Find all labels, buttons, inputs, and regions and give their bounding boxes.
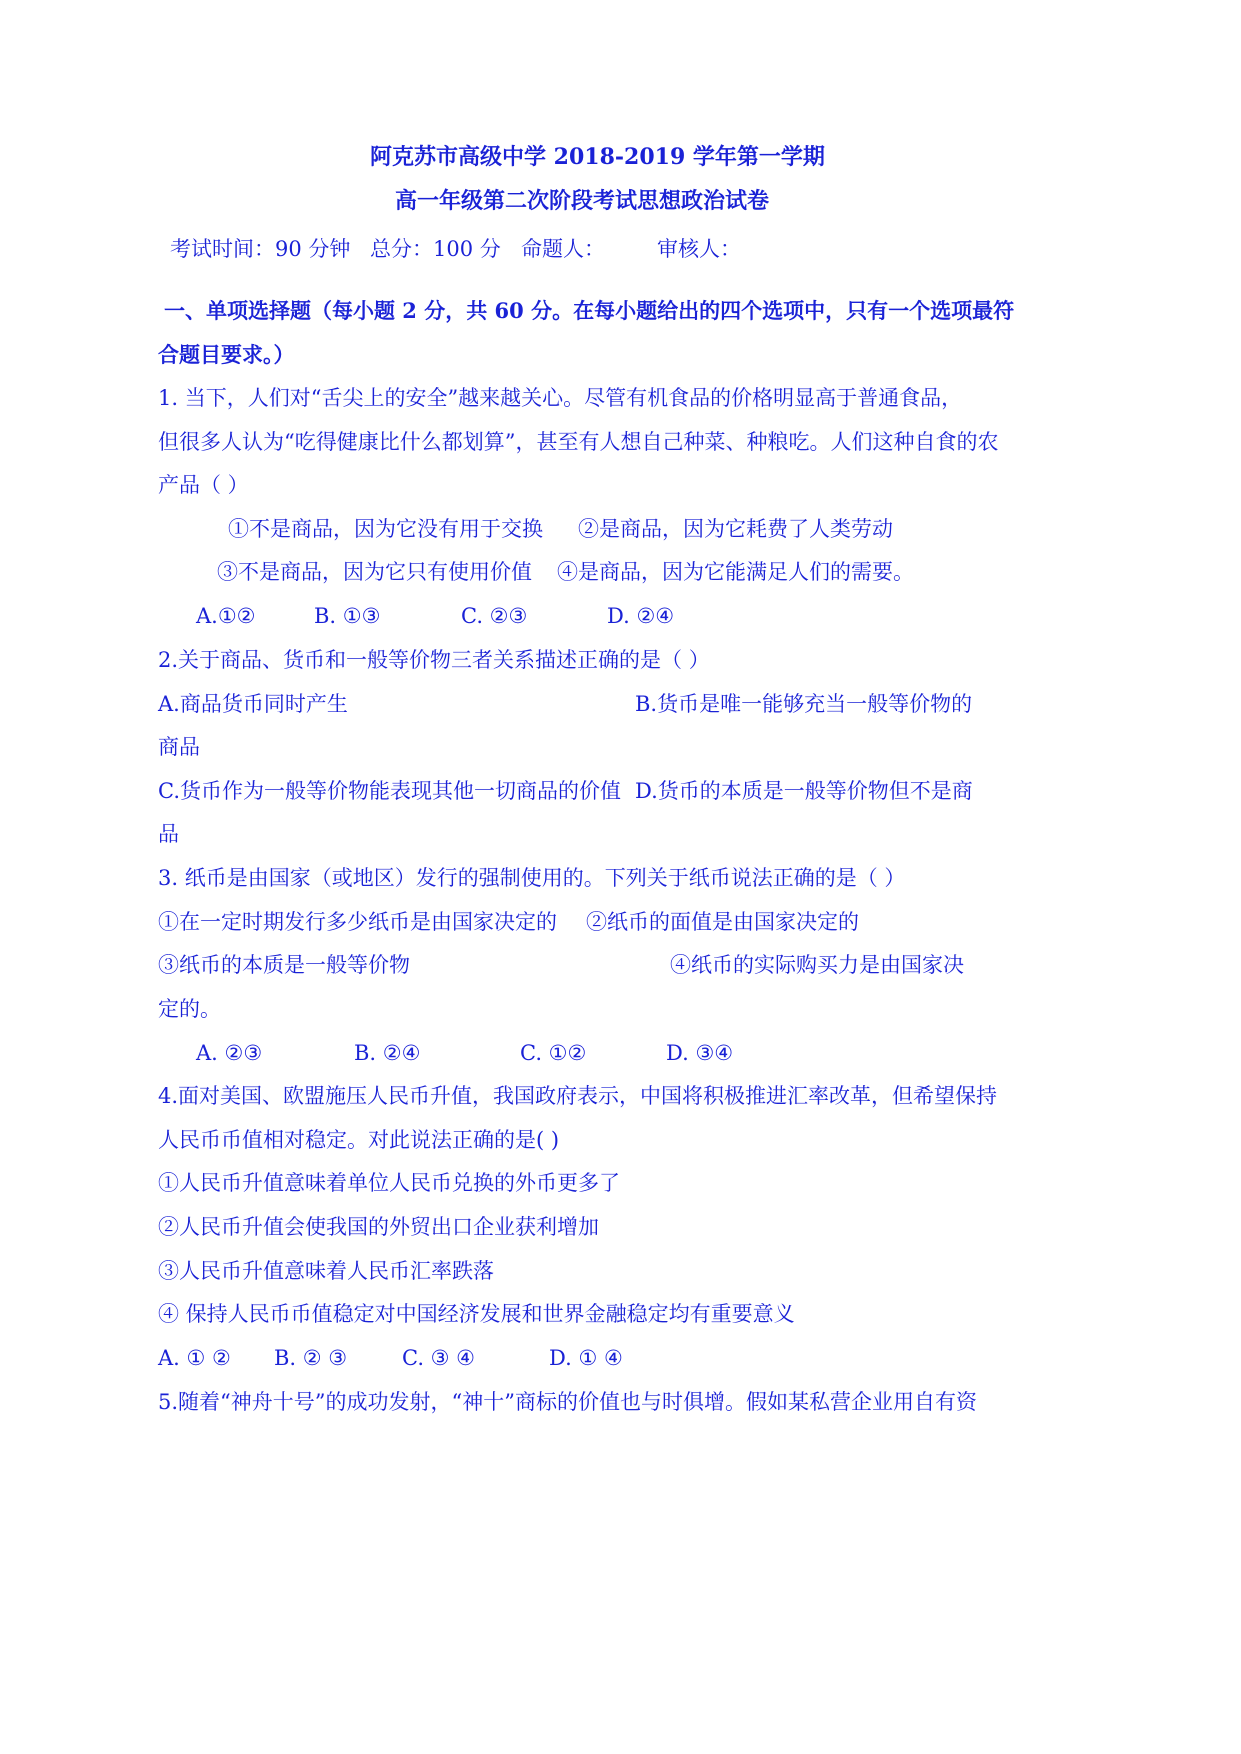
q4-option-3: ③人民币升值意味着人民币汇率跌落	[158, 1259, 494, 1283]
q4-stem-line1: 4.面对美国、欧盟施压人民币升值，我国政府表示，中国将积极推进汇率改革，但希望保持	[158, 1084, 998, 1108]
q4-choice-d: D. ① ④	[549, 1346, 623, 1370]
setter-label: 命题人：	[521, 237, 605, 261]
q1-choice-d: D. ②④	[607, 604, 675, 628]
q1-option-3: ③不是商品，因为它只有使用价值	[217, 560, 532, 584]
reviewer-label: 审核人：	[657, 237, 741, 261]
q2-option-d: D.货币的本质是一般等价物但不是商	[635, 779, 973, 803]
q2-option-b: B.货币是唯一能够充当一般等价物的	[635, 692, 973, 716]
q1-stem-line3: 产品（ ）	[158, 473, 249, 497]
q4-option-1: ①人民币升值意味着单位人民币兑换的外币更多了	[158, 1171, 620, 1195]
q2-option-a: A.商品货币同时产生	[158, 692, 348, 716]
q3-stem: 3. 纸币是由国家（或地区）发行的强制使用的。下列关于纸币说法正确的是（ ）	[158, 866, 906, 890]
q1-stem-line1: 1. 当下，人们对“舌尖上的安全”越来越关心。尽管有机食品的价格明显高于普通食品，	[158, 386, 963, 410]
section1-heading: 一、单项选择题（每小题 2 分，共 60 分。在每小题给出的四个选项中，只有一个选项最符	[164, 298, 1015, 323]
q4-option-4: ④ 保持人民币币值稳定对中国经济发展和世界金融稳定均有重要意义	[158, 1302, 795, 1326]
q2-stem: 2.关于商品、货币和一般等价物三者关系描述正确的是（ ）	[158, 648, 710, 672]
total-score: 总分：100 分	[370, 237, 501, 261]
q3-option-2: ②纸币的面值是由国家决定的	[586, 910, 859, 934]
q3-option-4: ④纸币的实际购买力是由国家决	[670, 953, 964, 977]
q4-choice-c: C. ③ ④	[402, 1346, 475, 1370]
exam-time: 考试时间：90 分钟	[170, 237, 351, 261]
q3-choice-c: C. ①②	[520, 1041, 587, 1065]
q2-option-d-cont: 品	[158, 822, 179, 846]
q3-option-3: ③纸币的本质是一般等价物	[158, 953, 410, 977]
q3-choice-d: D. ③④	[666, 1041, 734, 1065]
q4-stem-line2: 人民币币值相对稳定。对此说法正确的是( )	[158, 1128, 560, 1152]
q1-choice-a: A.①②	[196, 604, 256, 628]
q1-option-4: ④是商品，因为它能满足人们的需要。	[557, 560, 914, 584]
q1-choice-b: B. ①③	[314, 604, 381, 628]
q3-choice-a: A. ②③	[196, 1041, 263, 1065]
q2-option-c: C.货币作为一般等价物能表现其他一切商品的价值	[158, 779, 621, 803]
exam-title-line1: 阿克苏市高级中学 2018-2019 学年第一学期	[370, 144, 825, 170]
q2-option-b-cont: 商品	[158, 735, 200, 759]
exam-title-line2: 高一年级第二次阶段考试思想政治试卷	[395, 188, 770, 214]
q3-option-4-cont: 定的。	[158, 997, 221, 1021]
q1-stem-line2: 但很多人认为“吃得健康比什么都划算”，甚至有人想自己种菜、种粮吃。人们这种自食的农	[158, 430, 999, 454]
section1-heading-cont: 合题目要求。）	[158, 342, 295, 367]
q4-option-2: ②人民币升值会使我国的外贸出口企业获利增加	[158, 1215, 599, 1239]
q3-choice-b: B. ②④	[354, 1041, 421, 1065]
q4-choice-a: A. ① ②	[158, 1346, 231, 1370]
q1-option-1: ①不是商品，因为它没有用于交换	[228, 517, 543, 541]
q1-option-2: ②是商品，因为它耗费了人类劳动	[578, 517, 893, 541]
q3-option-1: ①在一定时期发行多少纸币是由国家决定的	[158, 910, 557, 934]
q1-choice-c: C. ②③	[461, 604, 528, 628]
q5-stem-line1: 5.随着“神舟十号”的成功发射，“神十”商标的价值也与时俱增。假如某私营企业用自有资	[158, 1390, 977, 1414]
q4-choice-b: B. ② ③	[274, 1346, 348, 1370]
